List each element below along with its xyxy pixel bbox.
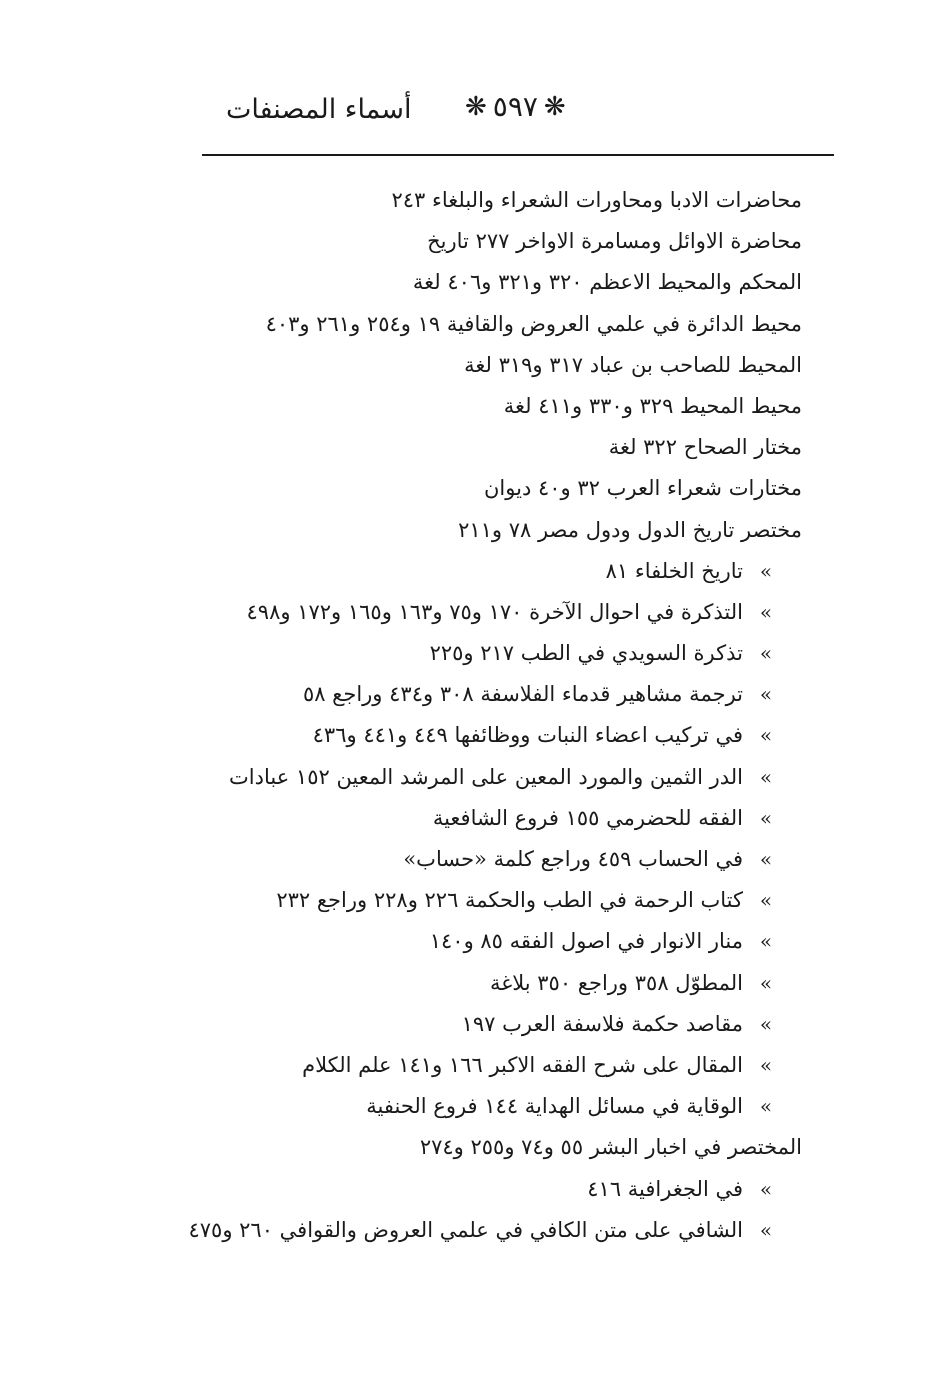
index-entry <box>162 1086 802 1127</box>
entry-text: منار الانوار في اصول الفقه ٨٥ و١٤٠ <box>429 929 743 954</box>
index-entry <box>162 1210 802 1251</box>
index-entry <box>162 1127 802 1168</box>
entry-text: في الجغرافية ٤١٦ <box>587 1176 743 1201</box>
page-header <box>200 88 834 148</box>
ditto-mark: » <box>759 888 773 913</box>
entry-text: تاريخ الخلفاء ٨١ <box>605 558 743 583</box>
ditto-mark: » <box>759 1011 773 1036</box>
entry-text: تذكرة السويدي في الطب ٢١٧ و٢٢٥ <box>429 641 743 666</box>
index-entry <box>162 304 802 345</box>
ornament-icon: ❋ <box>465 91 487 122</box>
entry-text: ترجمة مشاهير قدماء الفلاسفة ٣٠٨ و٤٣٤ وراجع ٥٨ <box>302 682 743 707</box>
page-number: ٥٩٧ <box>492 90 538 123</box>
index-entry <box>162 345 802 386</box>
ditto-mark: » <box>759 723 773 748</box>
index-entry <box>162 262 802 303</box>
entry-text: الشافي على متن الكافي في علمي العروض والقوافي ٢٦٠ و٤٧٥ <box>188 1217 743 1242</box>
index-entry <box>162 180 802 221</box>
index-entry <box>162 468 802 509</box>
entry-text: الدر الثمين والمورد المعين على المرشد المعين ١٥٢ عبادات <box>229 764 743 789</box>
index-entry <box>162 839 802 880</box>
index-entry <box>162 757 802 798</box>
index-entry <box>162 880 802 921</box>
running-title: أسماء المصنفات <box>226 94 412 125</box>
entry-text: المقال على شرح الفقه الاكبر ١٦٦ و١٤١ علم الكلام <box>302 1052 743 1077</box>
entry-text: مختارات شعراء العرب ٣٢ و٤٠ ديوان <box>484 476 802 501</box>
index-entry <box>162 386 802 427</box>
entry-text: في تركيب اعضاء النبات ووظائفها ٤٤٩ و٤٤١ و٤٣٦ <box>312 723 743 748</box>
index-entry <box>162 551 802 592</box>
index-entry <box>162 798 802 839</box>
ornament-icon: ❋ <box>543 91 566 122</box>
entry-text: المختصر في اخبار البشر ٥٥ و٧٤ و٢٥٥ و٢٧٤ <box>419 1135 802 1160</box>
ditto-mark: » <box>759 641 773 666</box>
ditto-mark: » <box>759 764 773 789</box>
ditto-mark: » <box>759 1176 773 1201</box>
entry-text: التذكرة في احوال الآخرة ١٧٠ و٧٥ و١٦٣ و١٦٥ و١٧٢ و٤٩٨ <box>246 599 743 624</box>
index-entry <box>162 921 802 962</box>
entry-text: محاضرات الادبا ومحاورات الشعراء والبلغاء ٢٤٣ <box>391 188 802 212</box>
ditto-mark: » <box>759 1052 773 1077</box>
entry-text: المطوّل ٣٥٨ وراجع ٣٥٠ بلاغة <box>489 970 743 995</box>
entry-text: محاضرة الاوائل ومسامرة الاواخر ٢٧٧ تاريخ <box>427 229 802 254</box>
entry-text: الوقاية في مسائل الهداية ١٤٤ فروع الحنفية <box>366 1094 743 1119</box>
index-entry <box>162 715 802 756</box>
entry-text: مختار الصحاح ٣٢٢ لغة <box>608 435 802 460</box>
ditto-mark: » <box>759 682 773 707</box>
entry-text: محيط المحيط ٣٢٩ و٣٣٠ و٤١١ لغة <box>503 393 802 418</box>
index-entry <box>162 427 802 468</box>
entry-text: مقاصد حكمة فلاسفة العرب ١٩٧ <box>461 1011 743 1036</box>
ditto-mark: » <box>759 805 773 830</box>
index-entry <box>162 1169 802 1210</box>
ditto-mark: » <box>759 1217 773 1242</box>
ditto-mark: » <box>759 847 773 871</box>
entry-text: المحيط للصاحب بن عباد ٣١٧ و٣١٩ لغة <box>464 352 802 377</box>
index-entry <box>162 963 802 1004</box>
entry-text: مختصر تاريخ الدول ودول مصر ٧٨ و٢١١ <box>458 517 802 542</box>
entry-text: الفقه للحضرمي ١٥٥ فروع الشافعية <box>432 805 743 830</box>
ditto-mark: » <box>759 599 773 624</box>
ditto-mark: » <box>759 970 773 995</box>
index-entry <box>162 510 802 551</box>
entry-text: محيط الدائرة في علمي العروض والقافية ١٩ و٢٥٤ و٢٦١ و٤٠٣ <box>265 311 802 336</box>
ditto-mark: » <box>759 1094 773 1119</box>
entry-text: المحكم والمحيط الاعظم ٣٢٠ و٣٢١ و٤٠٦ لغة <box>412 270 802 295</box>
entry-text: في الحساب ٤٥٩ وراجع كلمة «حساب» <box>403 847 743 871</box>
index-entry <box>162 221 802 262</box>
index-entries <box>162 180 802 1251</box>
index-entry <box>162 674 802 715</box>
header-rule <box>202 154 834 156</box>
index-entry <box>162 1045 802 1086</box>
index-entry <box>162 592 802 633</box>
ditto-mark: » <box>759 929 773 954</box>
ditto-mark: » <box>759 558 773 583</box>
index-entry <box>162 633 802 674</box>
page-number-group <box>465 90 566 123</box>
index-entry <box>162 1004 802 1045</box>
entry-text: كتاب الرحمة في الطب والحكمة ٢٢٦ و٢٢٨ وراجع ٢٣٢ <box>276 888 743 913</box>
